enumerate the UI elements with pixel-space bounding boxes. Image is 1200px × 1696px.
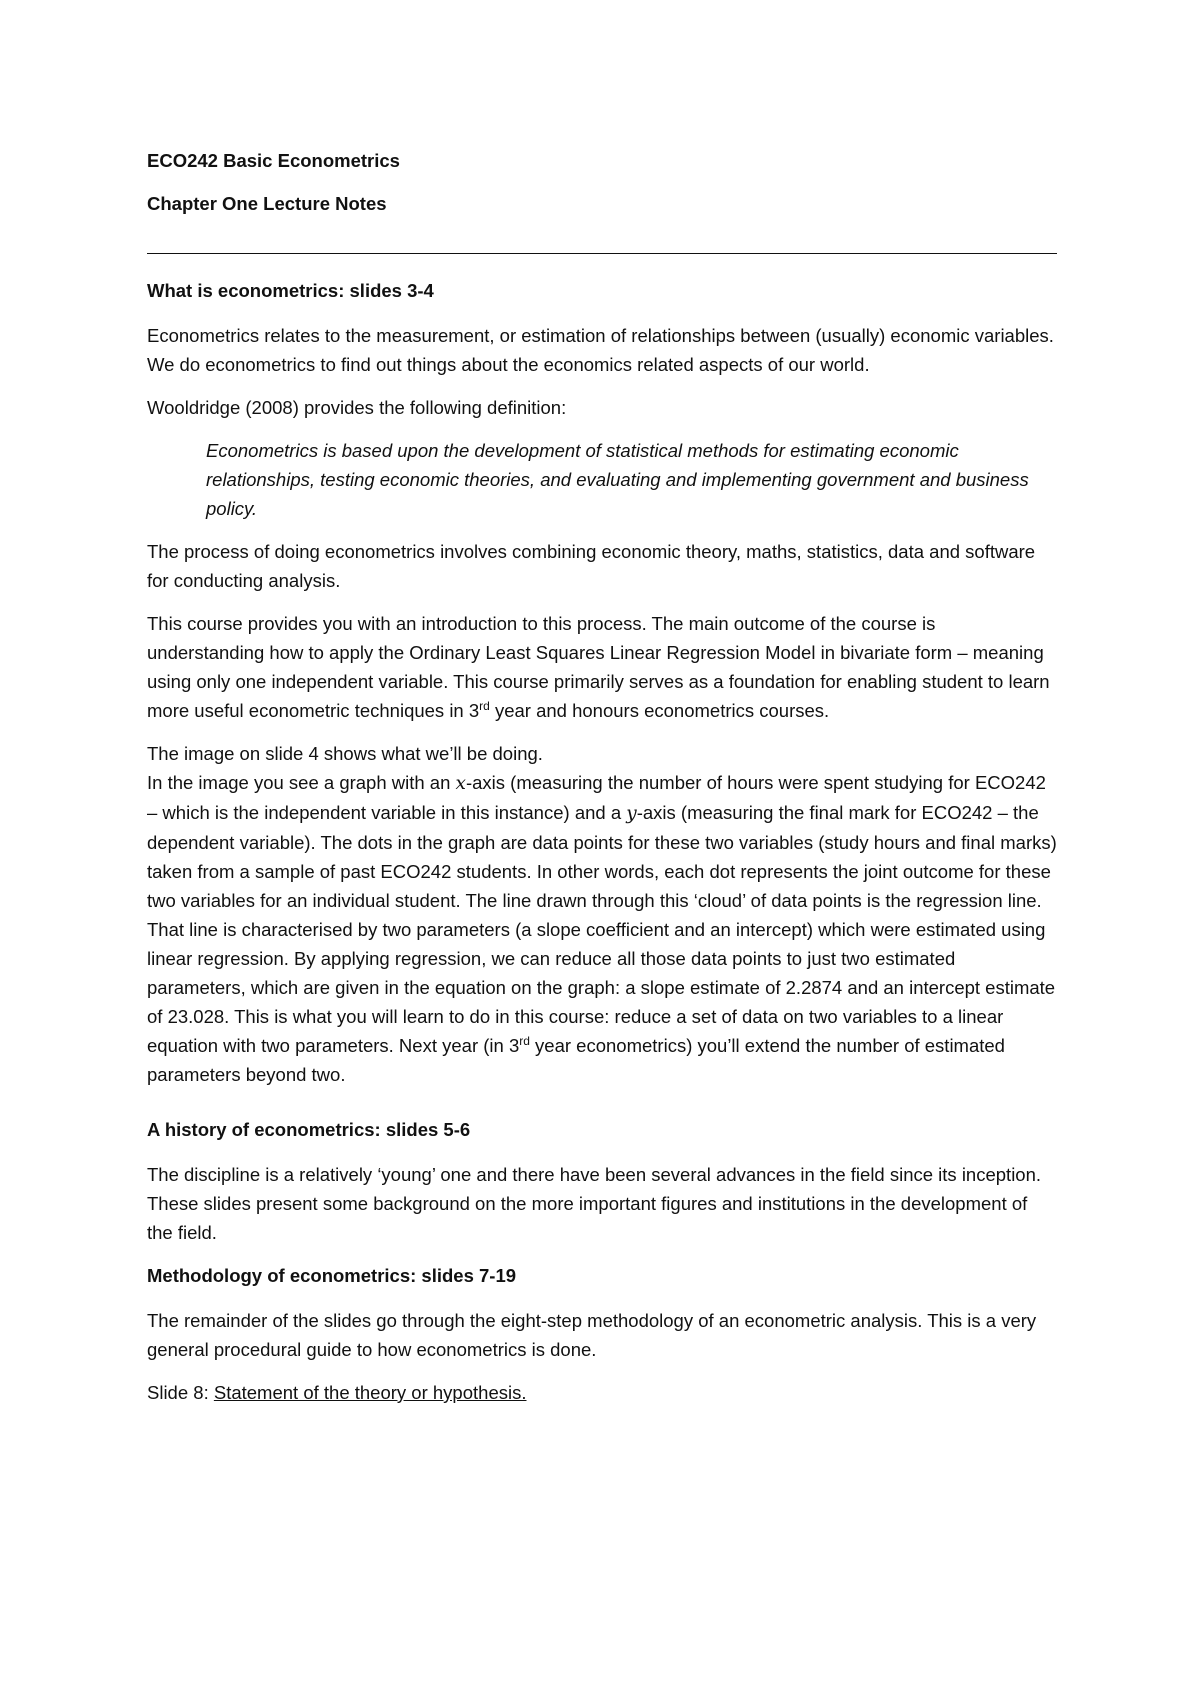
slide8-label: Slide 8:	[147, 1382, 214, 1403]
paragraph-methodology: The remainder of the slides go through the eight-step methodology of an econometric analysis. This is a very general procedural guide to how econometrics is done.	[147, 1310, 1037, 1360]
paragraph-course-overview	[147, 609, 1057, 725]
paragraph-wooldridge: Wooldridge (2008) provides the following definition:	[147, 397, 567, 418]
graph-text-c: -axis (measuring the final mark for ECO242 – the dependent variable). The dots in the graph are data points for these two variables (study hours and final marks) taken from a sample of past ECO242 students. In other words, each dot represents the joint outcome for these two variables for an individual student. The line drawn through this ‘cloud’ of data points is the regression line. That line is characterised by two parameters (a slope coefficient and an intercept) which were estimated using linear regression. By applying regression, we can reduce all those data points to just two estimated parameters, which are given in the equation on the graph: a slope estimate of 2.2874 and an intercept estimate of 23.028. This is what you will learn to do in this course: reduce a set of data on two variables to a linear equation with two parameters. Next year (in 3	[147, 802, 1057, 1056]
horizontal-divider	[147, 253, 1057, 254]
definition-quote: Econometrics is based upon the development of statistical methods for estimating economic relationships, testing economic theories, and evaluating and implementing government and business policy.	[206, 440, 1029, 519]
paragraph-history: The discipline is a relatively ‘young’ one and there have been several advances in the field since its inception. These slides present some background on the more important figures and institutions in the development of the field.	[147, 1164, 1042, 1243]
y-variable: y	[626, 803, 637, 824]
paragraph-slide4-intro: The image on slide 4 shows what we’ll be doing.	[147, 743, 543, 764]
ordinal-superscript: rd	[479, 698, 490, 713]
paragraph-definition-intro: Econometrics relates to the measurement, or estimation of relationships between (usually) economic variables. We do econometrics to find out things about the economics related aspects of our world.	[147, 325, 1054, 375]
course-overview-text-b: year and honours econometrics courses.	[489, 700, 830, 721]
paragraph-graph-explanation	[147, 768, 1057, 1089]
course-overview-text-a: This course provides you with an introduction to this process. The main outcome of the course is understanding how to apply the Ordinary Least Squares Linear Regression Model in bivariate form – meaning using only one independent variable. This course primarily serves as a foundation for enabling student to learn more useful econometric techniques in 3	[147, 613, 1050, 721]
section-heading-what-is-econometrics: What is econometrics: slides 3-4	[147, 280, 434, 301]
slide8-title: Statement of the theory or hypothesis.	[213, 1382, 527, 1403]
graph-text-d: year econometrics) you’ll extend the number of estimated parameters beyond two.	[147, 1035, 1005, 1085]
document-body	[147, 146, 1057, 1421]
graph-text-a: In the image you see a graph with an	[147, 772, 456, 793]
document-subtitle: Chapter One Lecture Notes	[147, 193, 387, 214]
course-title: ECO242 Basic Econometrics	[147, 150, 400, 171]
x-variable: x	[455, 773, 466, 794]
paragraph-process: The process of doing econometrics involves combining economic theory, maths, statistics, data and software for conducting analysis.	[147, 541, 1036, 591]
section-heading-history: A history of econometrics: slides 5-6	[147, 1119, 471, 1140]
slide8-line	[147, 1378, 1057, 1407]
ordinal-superscript: rd	[519, 1033, 530, 1048]
graph-text-b: -axis (measuring the number of hours were spent studying for ECO242 – which is the independent variable in this instance) and a	[147, 772, 1046, 823]
section-heading-methodology: Methodology of econometrics: slides 7-19	[147, 1265, 517, 1286]
